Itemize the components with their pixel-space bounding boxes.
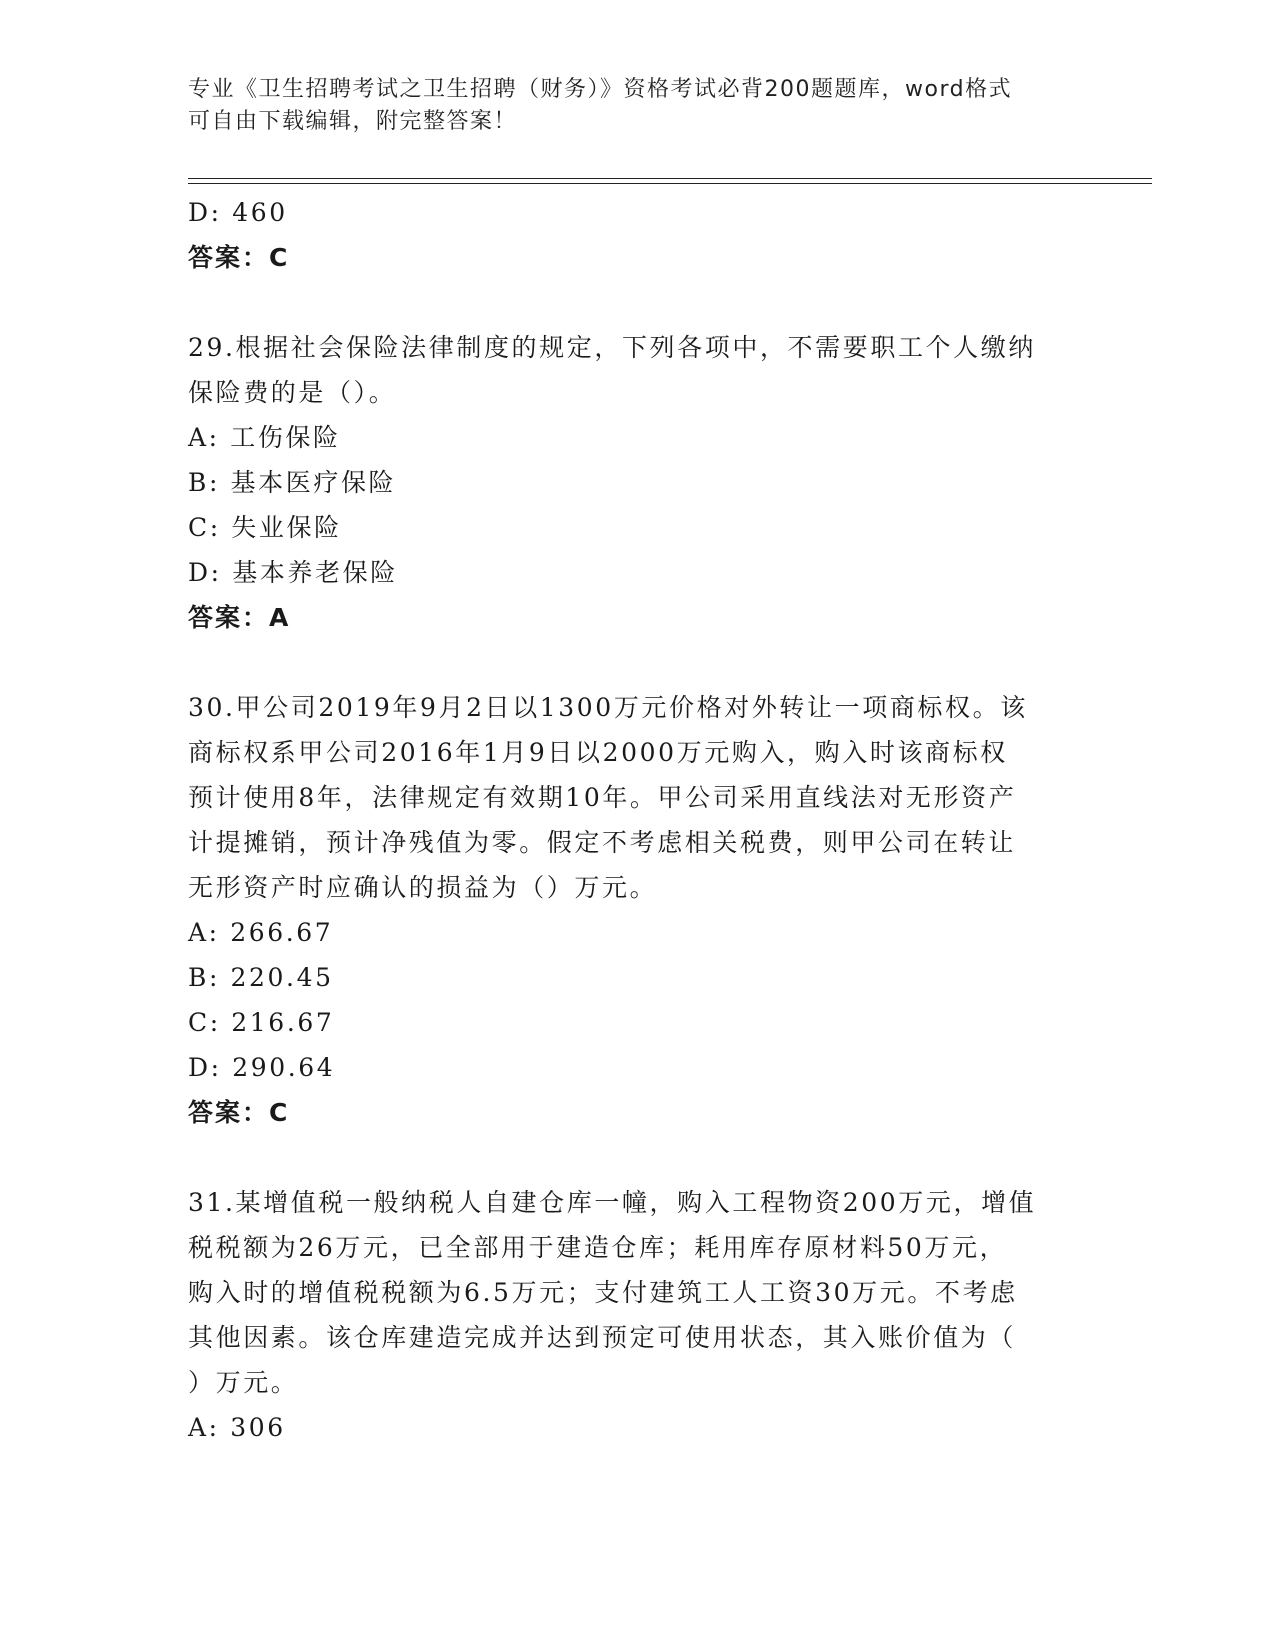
answer-line: 答案：C (188, 1098, 290, 1127)
answer-line: 答案：C (188, 243, 290, 272)
question-stem-line: 预计使用8年，法律规定有效期10年。甲公司采用直线法对无形资产 (188, 783, 1017, 812)
spacer (188, 1135, 1088, 1180)
header-line-2: 可自由下载编辑，附完整答案！ (188, 109, 518, 134)
page-header (188, 74, 1088, 138)
option-a: A: 266.67 (188, 918, 334, 947)
spacer (188, 280, 1088, 325)
header-divider-top (188, 178, 1152, 179)
previous-question-tail (188, 190, 1088, 280)
question-stem-line: 其他因素。该仓库建造完成并达到预定可使用状态，其入账价值为（ (188, 1323, 1017, 1352)
question-30 (188, 685, 1088, 1135)
option-b: B: 基本医疗保险 (188, 468, 397, 497)
header-divider-bottom (188, 183, 1152, 184)
spacer (188, 640, 1088, 685)
option-d: D: 基本养老保险 (188, 558, 398, 587)
question-content (188, 190, 1088, 1450)
question-stem-line: 30.甲公司2019年9月2日以1300万元价格对外转让一项商标权。该 (188, 693, 1028, 722)
question-29 (188, 325, 1088, 640)
option-b: B: 220.45 (188, 963, 334, 992)
answer-line: 答案：A (188, 603, 291, 632)
option-c: C: 216.67 (188, 1008, 335, 1037)
question-stem-line: 31.某增值税一般纳税人自建仓库一幢，购入工程物资200万元，增值 (188, 1188, 1037, 1217)
question-31 (188, 1180, 1088, 1450)
option-a: A: 306 (188, 1413, 286, 1442)
question-stem-line: 计提摊销，预计净残值为零。假定不考虑相关税费，则甲公司在转让 (188, 828, 1017, 857)
option-a: A: 工伤保险 (188, 423, 341, 452)
header-line-1: 专业《卫生招聘考试之卫生招聘（财务）》资格考试必背200题题库，word格式 (188, 77, 1013, 102)
question-stem-line: 购入时的增值税税额为6.5万元；支付建筑工人工资30万元。不考虑 (188, 1278, 1018, 1307)
question-stem-line: ）万元。 (188, 1368, 299, 1397)
question-stem-line: 保险费的是（）。 (188, 378, 397, 407)
question-stem-line: 29.根据社会保险法律制度的规定，下列各项中，不需要职工个人缴纳 (188, 333, 1036, 362)
question-stem-line: 商标权系甲公司2016年1月9日以2000万元购入，购入时该商标权 (188, 738, 1008, 767)
question-stem-line: 无形资产时应确认的损益为（）万元。 (188, 873, 658, 902)
question-stem-line: 税税额为26万元，已全部用于建造仓库；耗用库存原材料50万元， (188, 1233, 1008, 1262)
option-c: C: 失业保险 (188, 513, 342, 542)
option-d: D: 290.64 (188, 1053, 336, 1082)
option-d: D: 460 (188, 198, 288, 227)
